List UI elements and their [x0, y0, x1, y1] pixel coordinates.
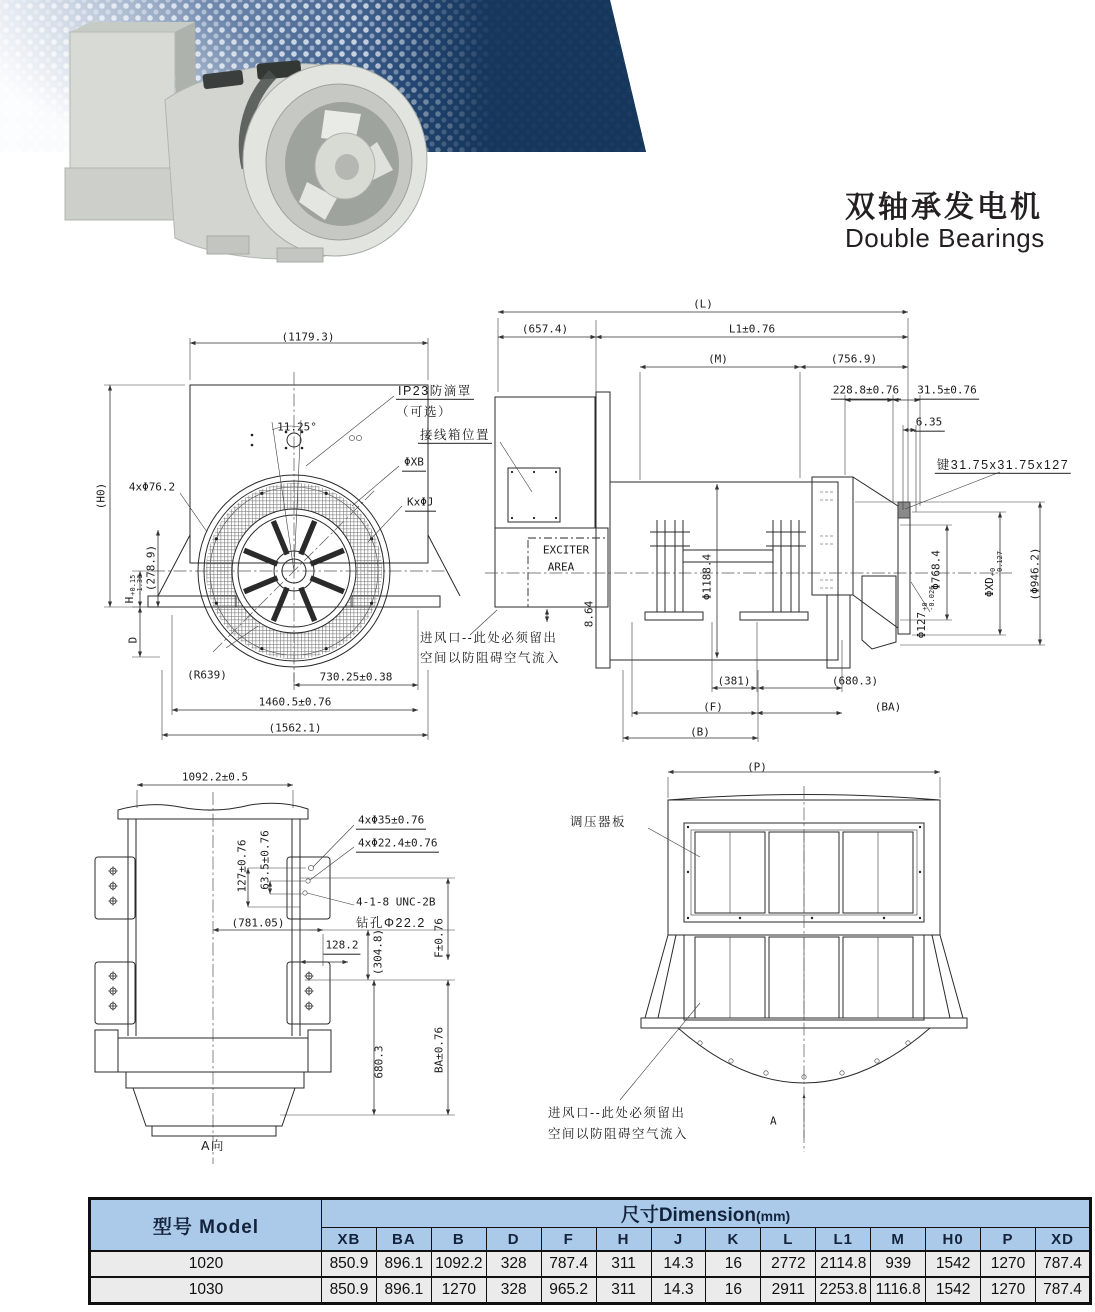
- model-cell: 1020: [90, 1251, 322, 1277]
- dim-label-P: (P): [747, 760, 767, 774]
- dim-label-278: (278.9): [144, 544, 158, 592]
- note-air-inlet-side-1: 进风口--此处必须留出: [420, 630, 558, 645]
- note-air-inlet-rear-1: 进风口--此处必须留出: [548, 1105, 686, 1120]
- dim-label-L1: L1±0.76: [728, 322, 776, 336]
- col-header-l: L: [761, 1228, 816, 1252]
- col-header-d: D: [486, 1228, 541, 1252]
- dim-label-B: (B): [690, 725, 710, 739]
- value-cell: 311: [596, 1277, 651, 1304]
- dim-label-h0: (H0): [94, 482, 108, 510]
- value-cell: 1116.8: [871, 1277, 926, 1304]
- value-cell: 14.3: [651, 1251, 706, 1277]
- dim-label-680: (680.3): [831, 674, 879, 688]
- label-regulator-panel: 调压器板: [570, 814, 627, 829]
- arrow-label-a: A: [770, 1114, 777, 1128]
- dim-label-1460: 1460.5±0.76: [258, 695, 332, 709]
- value-cell: 2253.8: [816, 1277, 871, 1304]
- table-header-dimension: 尺寸Dimension(mm): [322, 1199, 1091, 1228]
- dim-label-315: 31.5±0.76: [915, 385, 979, 400]
- dim-label-730: 730.25±0.38: [319, 670, 393, 684]
- dim-label-1562: (1562.1): [268, 721, 322, 735]
- dim-label-BA: (BA): [874, 700, 902, 714]
- dim-label-angle: 11.25°: [277, 420, 317, 434]
- dim-label-F: (F): [703, 700, 723, 714]
- dim-label-6803: 680.3: [372, 1045, 386, 1079]
- dim-label-756: (756.9): [830, 352, 878, 366]
- dim-label-635b: 63.5±0.76: [258, 830, 272, 890]
- value-cell: 965.2: [541, 1277, 596, 1304]
- table-header-model: 型号 Model: [90, 1199, 322, 1252]
- col-header-xd: XD: [1035, 1228, 1090, 1252]
- value-cell: 787.4: [541, 1251, 596, 1277]
- page-title-en: Double Bearings: [845, 223, 1045, 254]
- dim-label-864: 8.64: [582, 600, 596, 628]
- dim-label-h-tol: H +0.15 -1.36: [123, 574, 144, 604]
- dim-label-xd-tol: ΦXD +0 -0.127: [983, 550, 1004, 598]
- model-cell: 1030: [90, 1277, 322, 1304]
- col-header-f: F: [541, 1228, 596, 1252]
- table-row: [90, 1277, 1091, 1304]
- dim-label-L: (L): [693, 297, 713, 311]
- dim-label-1092: 1092.2±0.5: [181, 770, 249, 784]
- dim-label-drill: 钻孔Φ22.2: [356, 915, 426, 930]
- value-cell: 2114.8: [816, 1251, 871, 1277]
- note-ip23-line1: IP23防滴罩: [396, 384, 474, 400]
- col-header-h0: H0: [926, 1228, 981, 1252]
- value-cell: 1092.2: [431, 1251, 486, 1277]
- col-header-l1: L1: [816, 1228, 871, 1252]
- value-cell: 896.1: [376, 1277, 431, 1304]
- dim-label-946: (Φ946.2): [1028, 547, 1042, 601]
- value-cell: 1270: [981, 1277, 1036, 1304]
- value-cell: 787.4: [1035, 1251, 1090, 1277]
- value-cell: 896.1: [376, 1251, 431, 1277]
- col-header-j: J: [651, 1228, 706, 1252]
- dim-label-657: (657.4): [521, 322, 569, 336]
- page-title-cn: 双轴承发电机: [845, 191, 1043, 224]
- view-label-a: A向: [201, 1138, 225, 1153]
- rear-view-drawing: [620, 772, 967, 1152]
- dim-label-127-tol: Φ127 +0 -0.026: [915, 585, 936, 639]
- col-header-h: H: [596, 1228, 651, 1252]
- col-header-m: M: [871, 1228, 926, 1252]
- dim-label-768: Φ768.4: [929, 550, 943, 590]
- dim-label-ba076: BA±0.76: [432, 1026, 446, 1074]
- dim-label-4x224: 4xΦ22.4±0.76: [356, 838, 439, 853]
- dim-label-M: (M): [708, 352, 728, 366]
- value-cell: 939: [871, 1251, 926, 1277]
- generator-photo: [25, 2, 445, 264]
- value-cell: 1270: [981, 1251, 1036, 1277]
- col-header-k: K: [706, 1228, 761, 1252]
- dim-label-781: (781.05): [231, 916, 285, 930]
- col-header-p: P: [981, 1228, 1036, 1252]
- note-air-inlet-side-2: 空间以防阻碍空气流入: [420, 650, 561, 665]
- note-junction-box: 接线箱位置: [418, 428, 492, 444]
- dim-label-d: D: [126, 636, 140, 644]
- label-exciter-1: EXCITER: [542, 543, 590, 557]
- value-cell: 1542: [926, 1277, 981, 1304]
- value-cell: 328: [486, 1251, 541, 1277]
- dimension-table: [88, 1197, 1092, 1305]
- value-cell: 16: [706, 1251, 761, 1277]
- note-air-inlet-rear-2: 空间以防阻碍空气流入: [548, 1126, 689, 1141]
- note-ip23-line2: （可选）: [396, 404, 453, 419]
- dim-label-r639: (R639): [187, 668, 227, 682]
- dim-label-unc: 4-1-8 UNC-2B: [356, 895, 436, 909]
- value-cell: 850.9: [322, 1251, 377, 1277]
- dim-label-635: 6.35: [914, 417, 945, 432]
- value-cell: 328: [486, 1277, 541, 1304]
- dim-label-1282: 128.2: [323, 940, 360, 955]
- dim-label-1179: (1179.3): [281, 330, 335, 344]
- value-cell: 14.3: [651, 1277, 706, 1304]
- value-cell: 2772: [761, 1251, 816, 1277]
- page-title: [845, 192, 1045, 252]
- side-view-drawing: [470, 312, 1045, 742]
- value-cell: 1270: [431, 1277, 486, 1304]
- dim-label-key: 键31.75x31.75x127: [935, 458, 1071, 474]
- value-cell: 16: [706, 1277, 761, 1304]
- col-header-b: B: [431, 1228, 486, 1252]
- dim-label-f076: F±0.76: [432, 918, 446, 958]
- dim-label-4x35: 4xΦ35±0.76: [356, 815, 426, 830]
- dim-label-1188: Φ1188.4: [700, 553, 714, 601]
- col-header-xb: XB: [322, 1228, 377, 1252]
- value-cell: 850.9: [322, 1277, 377, 1304]
- dim-label-4x76: 4xΦ76.2: [128, 480, 176, 494]
- dim-label-228: 228.8±0.76: [831, 385, 901, 400]
- dim-label-xb: ΦXB: [402, 457, 426, 472]
- col-header-ba: BA: [376, 1228, 431, 1252]
- dim-label-3048: (304.8): [371, 928, 385, 976]
- table-row: [90, 1251, 1091, 1277]
- dim-label-127b: 127±0.76: [235, 839, 249, 893]
- dim-label-kxj: KxΦJ: [405, 497, 436, 512]
- value-cell: 787.4: [1035, 1277, 1090, 1304]
- value-cell: 311: [596, 1251, 651, 1277]
- value-cell: 1542: [926, 1251, 981, 1277]
- value-cell: 2911: [761, 1277, 816, 1304]
- dim-label-381: (381): [717, 674, 751, 688]
- label-exciter-2: AREA: [547, 560, 575, 574]
